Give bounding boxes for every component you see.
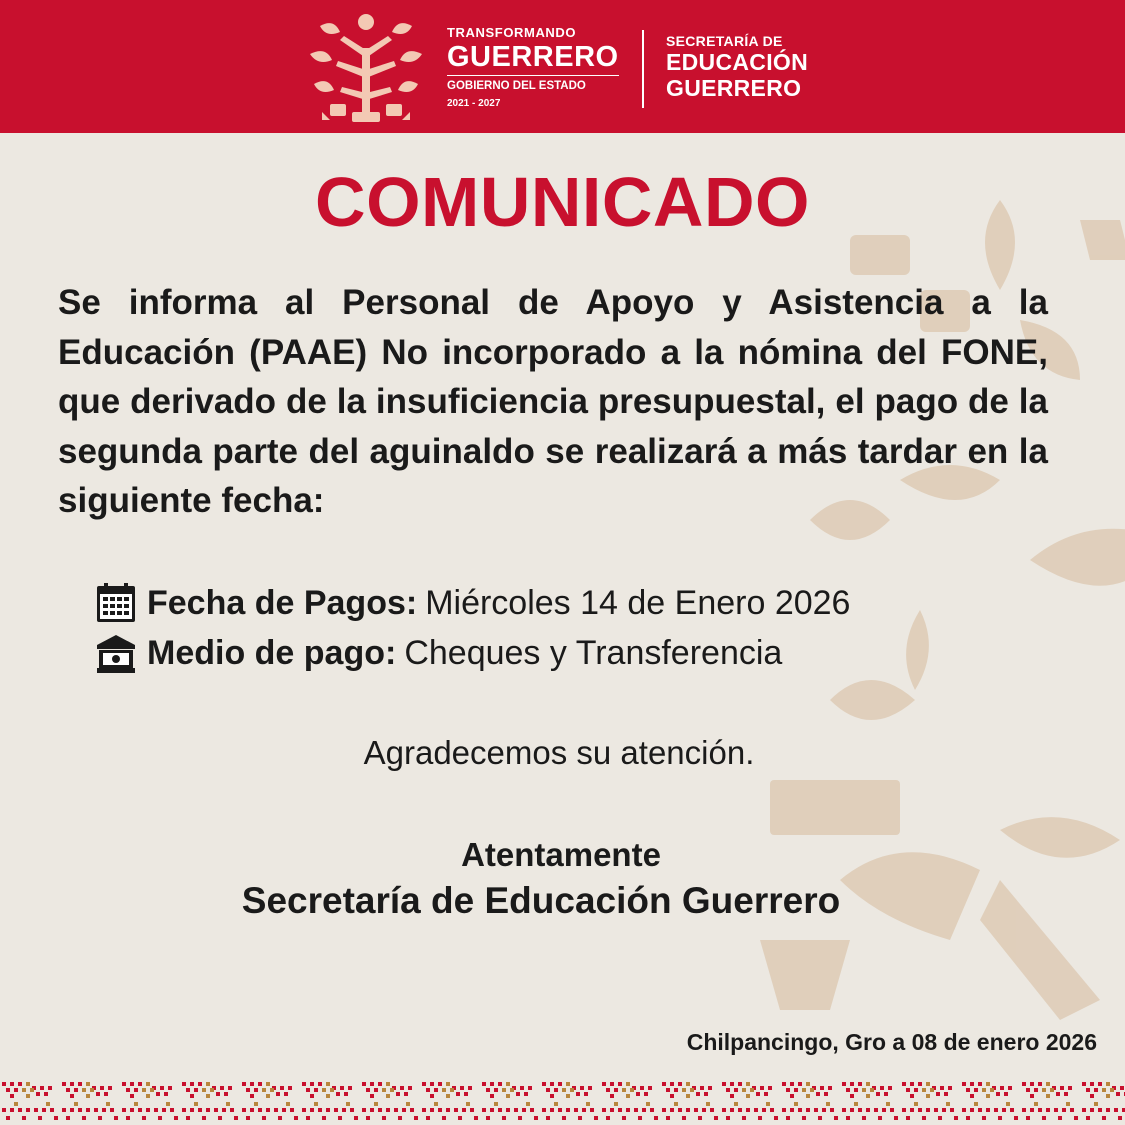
gov-subtitle: GOBIERNO DEL ESTADO bbox=[447, 75, 619, 93]
gov-name: GUERRERO bbox=[447, 41, 619, 73]
payment-date-label: Fecha de Pagos: bbox=[147, 583, 418, 622]
gov-tagline: TRANSFORMANDO bbox=[447, 25, 577, 40]
secretariat-line2: EDUCACIÓN bbox=[666, 49, 808, 75]
guerrero-tree-logo bbox=[300, 8, 432, 126]
state-government-logo-text bbox=[447, 26, 619, 110]
payment-date-row bbox=[95, 580, 850, 626]
signature-text: Secretaría de Educación Guerrero bbox=[241, 880, 841, 921]
payment-method-value: Cheques y Transferencia bbox=[404, 633, 783, 672]
announcement-body: Se informa al Personal de Apoyo y Asistencia a la Educación (PAAE) No incorporado a la nómina del FONE, que derivado de la insuficiencia presupuestal, el pago de la segunda parte del aguinaldo se realizará a más tardar en la siguiente fecha: bbox=[58, 283, 1048, 520]
page-title: COMUNICADO bbox=[315, 163, 810, 241]
payment-method-row bbox=[95, 630, 782, 676]
secretariat-line1: SECRETARÍA DE bbox=[666, 33, 783, 49]
calendar-icon bbox=[95, 582, 137, 624]
payment-method-label: Medio de pago: bbox=[147, 633, 397, 672]
header-divider bbox=[642, 30, 644, 108]
payment-date-value: Miércoles 14 de Enero 2026 bbox=[425, 583, 851, 622]
secretariat-line3: GUERRERO bbox=[666, 75, 802, 101]
gov-years: 2021 - 2027 bbox=[447, 98, 501, 109]
decorative-border bbox=[0, 1078, 1125, 1125]
secretariat-logo-text bbox=[666, 33, 808, 101]
bank-icon bbox=[95, 632, 137, 674]
thanks-text: Agradecemos su atención. bbox=[363, 734, 755, 771]
place-date: Chilpancingo, Gro a 08 de enero 2026 bbox=[686, 1029, 1097, 1055]
closing-text: Atentamente bbox=[461, 836, 661, 873]
header-banner bbox=[0, 0, 1125, 133]
